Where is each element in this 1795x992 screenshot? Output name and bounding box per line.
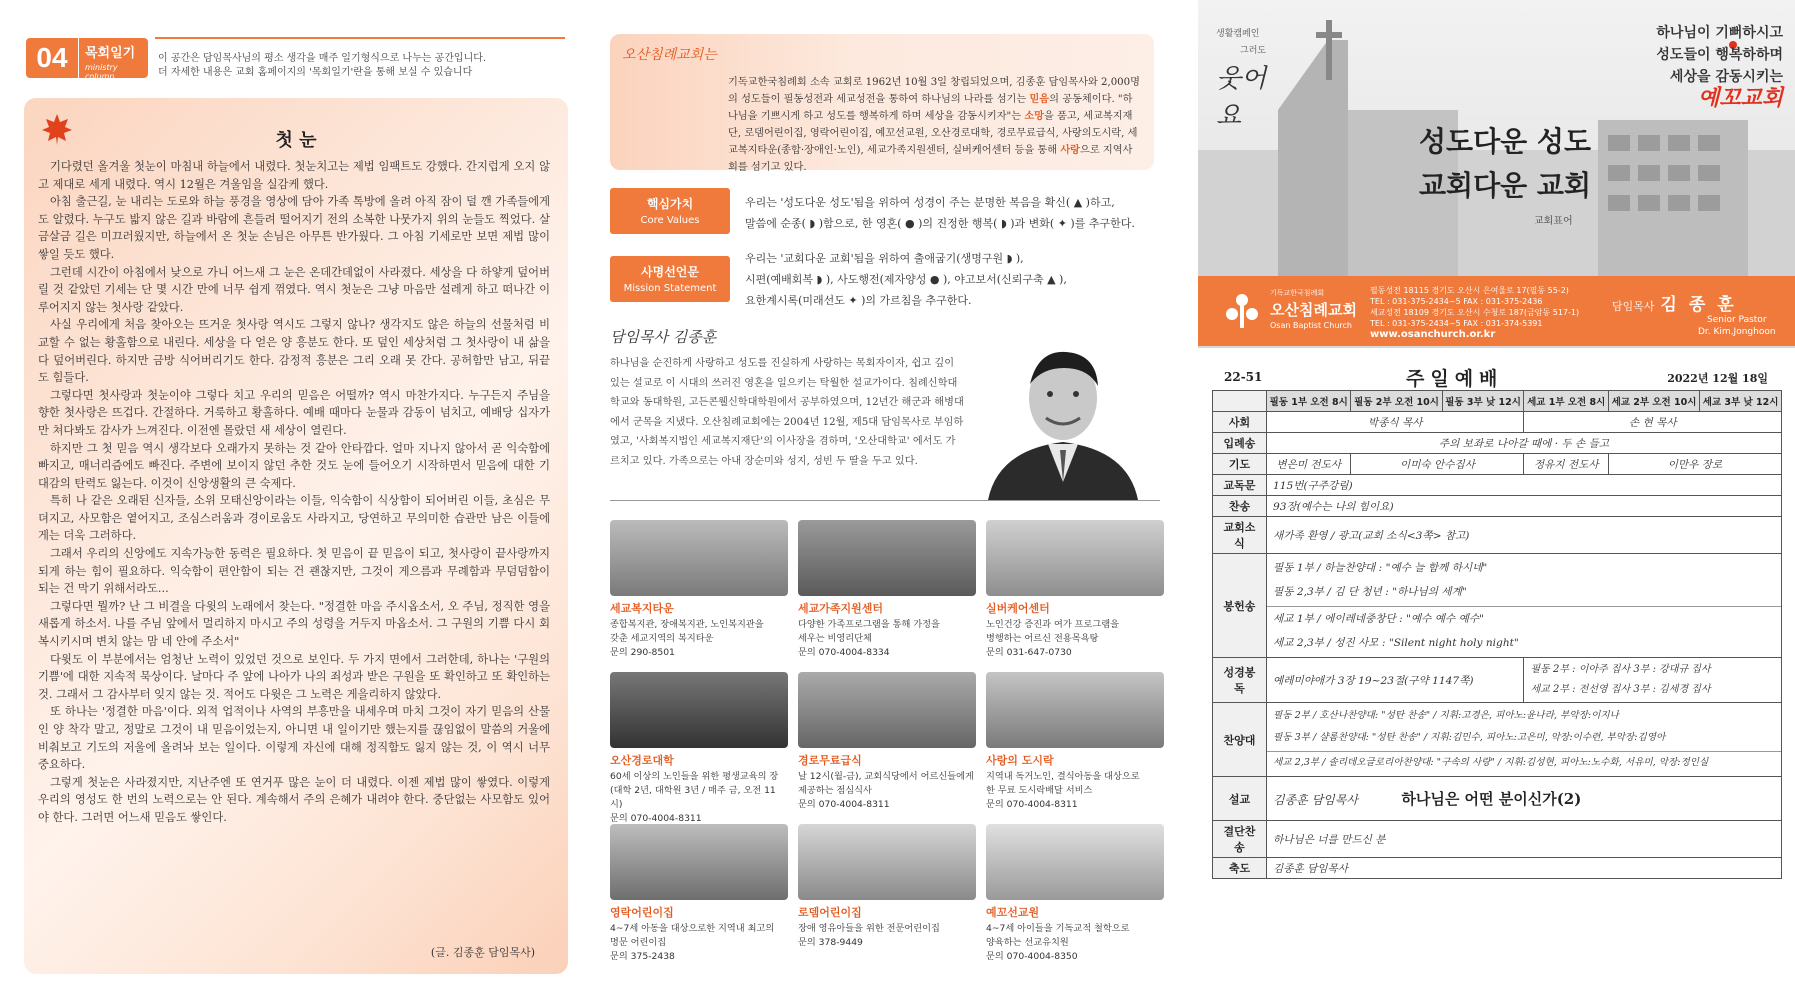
mission-line: 우리는 '교회다운 교회'됨을 위하여 출애굽기(생명구원 ◗ ), xyxy=(745,252,1024,265)
desc-line: 세우는 비영리단체 xyxy=(798,633,872,644)
scripture-readers xyxy=(1524,658,1782,703)
essay-paragraph: 다윗도 이 부분에서는 엄청난 노력이 있었던 것으로 보인다. 두 가지 면에서 그러한데, 하나는 '구원의 기쁨'에 대한 지속적 묵상이다. 날마다 주 앞에 나아가 나의 죄성과 받은 구원을 또 확인하고 또 확인하는 것. 그래서 그 감사부터 잊지 않는 것. 적어도 다윗은 그 노력은 게을리하지 않았다. xyxy=(38,652,550,701)
pastor-name: 김 종 훈 xyxy=(1660,295,1737,315)
mission-line: 시편(예배회복 ◗ ), 사도행전(제자양성 ● ), 야고보서(신뢰구축 ▲ ), xyxy=(745,273,1067,286)
desc-line: 4~7세 아이들을 기독교적 철학으로 xyxy=(986,923,1130,934)
section-divider xyxy=(610,500,1160,501)
row-label: 찬양대 xyxy=(1213,703,1267,777)
mission-text xyxy=(745,248,1165,311)
cover-tagline xyxy=(1628,22,1783,110)
prayer-row xyxy=(1213,454,1782,475)
tag-label-en: Core Values xyxy=(640,215,700,226)
choir-row xyxy=(1213,703,1782,777)
desc-line: 문의 070-4004-8311 xyxy=(986,799,1078,810)
facility-photo xyxy=(986,672,1164,748)
facility-desc xyxy=(798,770,976,812)
essay-paragraph: 아침 출근길, 눈 내리는 도로와 하늘 풍경을 영상에 담아 가족 톡방에 올려 아직 잠이 덜 깬 가족들에게도 알렸다. 누구도 밟지 않은 길과 바람에 흔들려 떨어지기 전의 소복한 나뭇가지 위의 눈들도 찍었다. 살금살금 길은 미끄러웠지만, 하늘에서 온 첫눈 손님은 아무튼 반가웠다. 그 아침 기세로만 보면 제법 많이 쌓일 듯도 했다. xyxy=(38,195,550,261)
header-rule xyxy=(155,37,565,39)
desc-line: 문의 375-2438 xyxy=(610,951,675,962)
slogan-line: 교회다운 교회 xyxy=(1418,169,1592,202)
prayer-leader: 이만우 장로 xyxy=(1608,454,1781,475)
offertory-line: 필동 1부 / 하늘찬양대 : "예수 늘 함께 하시네" xyxy=(1273,562,1488,574)
reader-line: 세교 2부 : 전선영 집사 3부 : 김세경 집사 xyxy=(1530,684,1711,695)
scripture-reading: 예레미야애가 3장 19~23절(구약 1147쪽) xyxy=(1267,658,1524,703)
scripture-row xyxy=(1213,658,1782,703)
row-label: 교독문 xyxy=(1213,475,1267,496)
row-label: 결단찬송 xyxy=(1213,821,1267,858)
row-label: 설교 xyxy=(1213,777,1267,821)
closing-hymn: 하나님은 너를 만드신 분 xyxy=(1267,821,1782,858)
service-time: 필동 3부 낮 12시 xyxy=(1442,391,1524,412)
facility-name: 세교복지타운 xyxy=(610,602,674,615)
facility-desc xyxy=(986,770,1164,812)
pastor-photo xyxy=(978,332,1148,500)
church-news: 새가족 환영 / 광고(교회 소식<3쪽> 참고) xyxy=(1267,517,1782,554)
core-values-text xyxy=(745,192,1165,234)
benediction: 김종훈 담임목사 xyxy=(1267,858,1782,879)
facility-card xyxy=(798,520,976,660)
church-heading: 오산침례교회는 xyxy=(622,47,717,63)
choir-line: 필동 3부 / 샬롬찬양대: "성탄 찬송" / 지휘:김민수, 피아노:고은미, 악장:이수련, 부악장:김영아 xyxy=(1273,732,1666,743)
worship-order-table xyxy=(1212,390,1782,879)
worship-title: 주일예배 xyxy=(1406,368,1504,390)
facility-card xyxy=(610,520,788,660)
bulletin-cover-panel xyxy=(1198,0,1795,992)
about-text: 의 공동체이다. "하나님을 기쁘시게 하고 성도를 행복하게 하며 세상을 감동시키자"는 xyxy=(728,94,1133,122)
facility-photo xyxy=(986,520,1164,596)
essay-paragraph: 그렇다면 뭘까? 난 그 비결을 다윗의 노래에서 찾는다. "정결한 마음 주시옵소서, 오 주님, 정직한 영을 새롭게 하소서. 나를 주님 앞에서 멀리하지 마시고 주의 성령을 거두지 마옵소서. 그 구원의 기쁨 다시 회복시키시며 변치 않는 맘 네 안에 주소서" xyxy=(38,599,550,649)
facility-name: 영락어린이집 xyxy=(610,906,674,919)
about-keyword: 사랑 xyxy=(1060,144,1081,156)
column-title-box xyxy=(78,38,148,81)
badge-small: 그러도 xyxy=(1240,46,1267,56)
presider-segyo: 손 현 목사 xyxy=(1524,412,1782,433)
intro-line: 이 공간은 담임목사님의 평소 생각을 매주 일기형식으로 나누는 공간입니다. xyxy=(158,53,487,64)
bulletin-number: 22-51 xyxy=(1224,370,1263,384)
facility-photo xyxy=(610,672,788,748)
facility-photo xyxy=(798,672,976,748)
pastor-en-line: Senior Pastor xyxy=(1707,315,1767,325)
call-song: 주의 보좌로 나아갈 때에 · 두 손 들고 xyxy=(1267,433,1782,454)
blank-cell xyxy=(1213,391,1267,412)
choir-line: 세교 2,3부 / 솔리데오글로리아찬양대: "구속의 사랑" / 지휘:김성현, 피아노:노수화, 서유미, 악장:정인실 xyxy=(1267,751,1781,774)
desc-line: 종합복지관, 장애복지관, 노인복지관을 xyxy=(610,619,764,630)
essay-body xyxy=(38,158,550,827)
prayer-leader: 변은미 전도사 xyxy=(1267,454,1351,475)
tagline-line: 하나님이 기뻐하시고 xyxy=(1656,25,1783,41)
facility-name: 오산경로대학 xyxy=(610,754,674,767)
desc-line: 노인건강 증진과 여가 프로그램을 xyxy=(986,619,1120,630)
desc-line: 문의 378-9449 xyxy=(798,937,863,948)
cover-slogan xyxy=(1390,120,1620,208)
facility-card xyxy=(986,672,1164,812)
church-name: 오산침례교회 xyxy=(1270,301,1357,319)
essay-paragraph: 그렇다면 첫사랑과 첫눈이야 그렇다 치고 우리의 믿음은 어떨까? 역시 마찬가지다. 누구든지 주님을 향한 첫사랑은 뜨겁다. 간절하다. 거룩하고 황홀하다. 예배 때마다 눈물과 감동이 넘치고, 예배당 십자가만 쳐다봐도 감사가 느껴진다. 이전엔 몰랐던 새 세상이 열린다. xyxy=(38,388,550,437)
essay-paragraph: 특히 나 같은 오래된 신자들, 소위 모태신앙이라는 이들, 익숙함이 식상함이 되어버린 이들, 초심은 무뎌지고, 사모함은 옅어지고, 조심스러움과 경이로움도 사라지고, 당연하고 무의미한 습관만 남은 이들에게는 더욱 그러하다. xyxy=(38,494,550,543)
about-keyword: 소망 xyxy=(1024,110,1044,122)
desc-line: (대학 2년, 대학원 3년 / 매주 금, 오전 11시) xyxy=(610,785,776,810)
church-about-text xyxy=(728,74,1140,176)
facility-card xyxy=(986,824,1164,964)
sermon-cell xyxy=(1267,777,1782,821)
reader-line: 필동 2부 : 이아주 집사 3부 : 강대규 집사 xyxy=(1530,664,1711,675)
pastor-title: 담임목사 xyxy=(1612,300,1655,313)
church-address xyxy=(1370,285,1579,340)
desc-line: 갖춘 세교지역의 복지타운 xyxy=(610,633,714,644)
core-values-tag xyxy=(610,188,730,234)
desc-line: 60세 이상의 노인들을 위한 평생교육의 장 xyxy=(610,771,779,782)
facility-card xyxy=(610,824,788,964)
column-intro xyxy=(158,52,568,80)
essay-paragraph: 기다렸던 올겨울 첫눈이 마침내 하늘에서 내렸다. 첫눈치고는 제법 임팩트도 강했다. 간지럽게 오지 않고 제대로 세게 내렸다. 역시 12월은 겨울임을 실감케 했다. xyxy=(38,160,550,191)
ministry-column-panel xyxy=(0,0,575,992)
offertory-songs xyxy=(1267,554,1782,658)
hymn: 93장(예수는 나의 힘이요) xyxy=(1267,496,1782,517)
essay-title: 첫 눈 xyxy=(275,130,317,151)
address-line: TEL : 031-375-2434~5 FAX : 031-375-2436 xyxy=(1370,297,1543,306)
service-time: 필동 1부 오전 8시 xyxy=(1267,391,1351,412)
sermon-title: 하나님은 어떤 분이신가(2) xyxy=(1401,790,1582,808)
desc-line: 문의 290-8501 xyxy=(610,647,675,658)
desc-line: 지역내 독거노인, 결식아동을 대상으로 xyxy=(986,771,1140,782)
facility-photo xyxy=(610,520,788,596)
worship-date: 2022년 12월 18일 xyxy=(1667,372,1768,385)
benediction-row xyxy=(1213,858,1782,879)
facility-desc xyxy=(798,922,976,950)
facility-card xyxy=(798,672,976,812)
desc-line: 한 무료 도시락배달 서비스 xyxy=(986,785,1093,796)
service-time: 세교 3부 낮 12시 xyxy=(1700,391,1782,412)
choir-line: 필동 2부 / 호산나찬양대: "성탄 찬송" / 지휘:고경은, 피아노:윤나라, 부악장:이지나 xyxy=(1273,710,1619,721)
facility-card xyxy=(798,824,976,950)
pastor-bio: 하나님을 순진하게 사랑하고 성도를 진실하게 사랑하는 목회자이자, 쉽고 깊이 있는 설교로 이 시대의 쓰러진 영혼을 일으키는 탁월한 설교가이다. 침례신학대학교와 동대학원, 고든콘웰신학대학원에서 공부하였으며, 12년간 해군과 해병대에서 군목을 지냈다. 오산침례교회에는 2004년 12월, 제5대 담임목사로 부임하였고, '사회복지법인 세교복지재단'의 이사장을 겸하며, '오산대학교' 에서도 가르치고 있다. 가족으로는 아내 장순미와 성지, 성빈 두 딸을 두고 있다. xyxy=(610,358,964,467)
row-label: 봉헌송 xyxy=(1213,554,1267,658)
mission-line: 요한계시록(미래선도 ✦ )의 가르침을 추구한다. xyxy=(745,294,972,307)
essay-paragraph: 사실 우리에게 처음 찾아오는 뜨거운 첫사랑 역시도 그렇지 않나? 생각지도 않은 하늘의 선물처럼 비교할 수 없는 황홀함으로 내린다. 세상을 다 얻은 양 흥분도 한다. 또 덮인 세상처럼 그 첫사랑이 내 삶을 다 덮어버린다. 하지만 금방 식어버리기도 한다. 감정적 흥분은 그리 오래 못 간다. 공허함만 남고, 뒤끝도 힘들다. xyxy=(38,318,550,385)
facility-desc xyxy=(798,618,976,660)
preacher: 김종훈 담임목사 xyxy=(1273,793,1358,807)
desc-line: 문의 031-647-0730 xyxy=(986,647,1072,658)
campaign-badge xyxy=(1216,26,1286,132)
column-number: 04 xyxy=(26,38,78,78)
prayer-leader: 이미숙 안수집사 xyxy=(1351,454,1524,475)
facility-desc xyxy=(610,770,788,826)
offertory-line: 세교 1부 / 에이레네중창단 : "예수 예수 예수" xyxy=(1267,606,1781,631)
prayer-leader: 정유지 전도사 xyxy=(1524,454,1608,475)
pastor-en-line: Dr. Kim,Jonghoon xyxy=(1698,327,1776,337)
column-title: 목회일기 xyxy=(85,46,136,61)
tag-label: 핵심가치 xyxy=(646,197,694,211)
sermon-row xyxy=(1213,777,1782,821)
tagline-line: 세상을 감동시키는 xyxy=(1669,69,1783,85)
row-label: 사회 xyxy=(1213,412,1267,433)
desc-line: 문의 070-4004-8334 xyxy=(798,647,890,658)
facility-photo xyxy=(798,824,976,900)
badge-top: 생활캠페인 xyxy=(1216,29,1260,39)
about-text: 을 품고, 세교복지재단, 로뎀어린이집, 영락어린이집, 예꼬선교원, 오산경로대학, 경로무료급식, 사랑의도시락, 세교복지타운(종합·장애인·노인), 세교가족지원센터, 실버케어센터 등을 통해 xyxy=(728,111,1138,156)
desc-line: 다양한 가족프로그램을 통해 가정을 xyxy=(798,619,940,630)
essay-paragraph: 그래서 우리의 신앙에도 지속가능한 동력은 필요하다. 첫 믿음이 끝 믿음이 되고, 첫사랑이 끝사랑까지 되게 하는 힘이 필요하다. 익숙함이 편안함이 되는 건 괜찮지만, 그것이 게으름과 무례함과 무덤덤함이 되는 건 막기 위해서라도... xyxy=(38,547,550,596)
essay-paragraph: 또 하나는 '정결한 마음'이다. 외적 업적이나 사역의 부흥만을 내세우며 마치 그것이 자기 믿음의 산물인 양 착각 말고, 정말로 그것이 내 믿음이었는지, 아니면 내 일이기만 했는지를 끊임없이 말씀의 거울에 비춰보고 기도의 저울에 올려놔 보는 일이다. 이렇게 자신에 대해 정직함도 잃지 않는 것, 이 역시 너무 중요하다. xyxy=(38,705,550,772)
service-time: 세교 2부 오전 10시 xyxy=(1608,391,1699,412)
service-time: 세교 1부 오전 8시 xyxy=(1524,391,1608,412)
facility-name: 사랑의 도시락 xyxy=(986,754,1054,767)
facility-name: 실버케어센터 xyxy=(986,602,1050,615)
essay-paragraph: 그렇게 첫눈은 사라졌지만, 지난주엔 또 연거푸 많은 눈이 더 내렸다. 이젠 제법 많이 쌓였다. 이렇게 우리의 영성도 한 번의 노력으로는 안 된다. 계속해서 주의 은혜가 내려야 한다. 중단없는 사모함도 있어야 한다. 그러면 어느새 믿음도 쌓인다. xyxy=(38,775,550,824)
service-times-row xyxy=(1213,391,1782,412)
news-row xyxy=(1213,517,1782,554)
facility-desc xyxy=(986,618,1164,660)
row-label: 기도 xyxy=(1213,454,1267,475)
core-values-line: 말씀에 순종( ◗ )함으로, 한 영혼( ● )의 진정한 행복( ◗ )과 변화( ✦ )를 추구한다. xyxy=(745,217,1135,230)
facility-name: 예꼬선교원 xyxy=(986,906,1040,919)
slogan-caption: 교회표어 xyxy=(1534,216,1573,227)
address-line: TEL : 031-375-2434~5 FAX : 031-374-5391 xyxy=(1370,319,1543,328)
core-values-line: 우리는 '성도다운 성도'됨을 위하여 성경이 주는 분명한 복음을 확신( ▲ )하고, xyxy=(745,196,1115,209)
pastor-name-en xyxy=(1698,314,1776,338)
facility-desc xyxy=(986,922,1164,964)
column-subtitle: ministry column xyxy=(85,63,118,81)
intro-line: 더 자세한 내용은 교회 홈페이지의 '목회일기'란을 통해 보실 수 있습니다 xyxy=(158,67,473,78)
desc-line: 날 12시(월-금), 교회식당에서 어르신들에게 xyxy=(798,771,974,782)
facility-card xyxy=(986,520,1164,660)
confession-row xyxy=(1213,475,1782,496)
offertory-row xyxy=(1213,554,1782,658)
presider-pildong: 박종식 목사 xyxy=(1267,412,1524,433)
desc-line: 4~7세 아동을 대상으로한 지역내 최고의 xyxy=(610,923,775,934)
choir-anthems xyxy=(1267,703,1782,777)
row-label: 입례송 xyxy=(1213,433,1267,454)
brand-text: 예꼬교회 xyxy=(1697,86,1783,111)
church-about-box xyxy=(610,34,1154,173)
essay-paragraph: 하지만 그 첫 믿음 역시 생각보다 오래가지 못하는 것 같아 안타깝다. 얼마 지나지 않아서 곧 익숙함에 빠지고, 매너리즘에도 빠진다. 주변에 보이지 않던 추한 것도 눈에 들어오기 시작하면서 믿음에 대한 기대감의 탄력도 잃는다. 이것이 신앙생활의 큰 숙제다. xyxy=(38,441,550,490)
facility-desc xyxy=(610,618,788,660)
desc-line: 문의 070-4004-8311 xyxy=(798,799,890,810)
desc-line: 장애 영유아들을 위한 전문어린이집 xyxy=(798,923,940,934)
desc-line: 병행하는 어르신 전용목욕탕 xyxy=(986,633,1099,644)
church-logo-icon xyxy=(1222,290,1262,330)
row-label: 교회소식 xyxy=(1213,517,1267,554)
offertory-line: 필동 2,3부 / 김 단 청년 : "하나님의 세계" xyxy=(1273,586,1467,598)
church-intro-panel xyxy=(588,0,1188,992)
desc-line: 문의 070-4004-8350 xyxy=(986,951,1078,962)
offertory-line: 세교 2,3부 / 성진 사모 : "Silent night holy night" xyxy=(1273,637,1519,649)
address-line: 세교성전 18109 경기도 오산시 수청로 187(금암동 517-1) xyxy=(1370,308,1580,317)
facility-card xyxy=(610,672,788,826)
church-name-en: Osan Baptist Church xyxy=(1270,321,1352,330)
facility-name: 경로무료급식 xyxy=(798,754,862,767)
about-text: 으로 지역사회를 섬기고 있다. xyxy=(728,145,1133,173)
denomination: 기독교한국침례회 xyxy=(1270,289,1325,297)
facility-photo xyxy=(798,520,976,596)
tagline-line: 성도들이 행복하하며 xyxy=(1656,47,1783,63)
desc-line: 문의 070-4004-8311 xyxy=(610,813,702,824)
facility-name: 로뎀어린이집 xyxy=(798,906,862,919)
responsive-reading: 115번(구주강림) xyxy=(1267,475,1782,496)
badge-big: 웃어요 xyxy=(1216,64,1267,131)
presider-row xyxy=(1213,412,1782,433)
tag-label: 사명선언문 xyxy=(641,265,699,279)
about-keyword: 믿음 xyxy=(1029,93,1050,105)
essay-paragraph: 그런데 시간이 아침에서 낮으로 가니 어느새 그 눈은 온데간데없이 사라졌다. 세상을 다 하얗게 덮어버릴 것 같았던 기세는 단 몇 시간 만에 너무 쉽게 꺾였다. 역시 첫눈은 그냥 마음만 설레게 하고 떠나간 이루어지지 않는 첫사랑 같았다. xyxy=(38,265,550,314)
essay-signature: (글. 김종훈 담임목사) xyxy=(430,946,535,959)
facility-desc xyxy=(610,922,788,964)
facility-photo xyxy=(610,824,788,900)
address-line: 필동성전 18115 경기도 오산시 은여울로 17(필동 55-2) xyxy=(1370,286,1569,295)
facility-photo xyxy=(986,824,1164,900)
website-link[interactable]: www.osanchurch.or.kr xyxy=(1370,329,1496,340)
service-time: 필동 2부 오전 10시 xyxy=(1351,391,1442,412)
mission-tag xyxy=(610,256,730,302)
closing-hymn-row xyxy=(1213,821,1782,858)
pastor-heading: 담임목사 김종훈 xyxy=(610,328,717,346)
band-pastor xyxy=(1612,290,1737,315)
call-row xyxy=(1213,433,1782,454)
hymn-row xyxy=(1213,496,1782,517)
about-text: 기독교한국침례회 소속 교회로 1962년 10월 3일 창립되었으며, 김종훈 담임목사와 2,000명의 성도들이 필동성전과 세교성전을 통하여 하나님의 나라를 섬기는 xyxy=(728,77,1140,105)
row-label: 성경봉독 xyxy=(1213,658,1267,703)
row-label: 찬송 xyxy=(1213,496,1267,517)
facility-name: 세교가족지원센터 xyxy=(798,602,884,615)
desc-line: 양육하는 선교유치원 xyxy=(986,937,1069,948)
church-name-block xyxy=(1270,288,1357,330)
desc-line: 제공하는 점심식사 xyxy=(798,785,872,796)
church-info-band xyxy=(1198,276,1795,346)
desc-line: 명문 어린이집 xyxy=(610,937,667,948)
row-label: 축도 xyxy=(1213,858,1267,879)
tag-label-en: Mission Statement xyxy=(623,283,717,294)
worship-order-header xyxy=(1216,364,1776,388)
slogan-line: 성도다운 성도 xyxy=(1418,125,1592,158)
